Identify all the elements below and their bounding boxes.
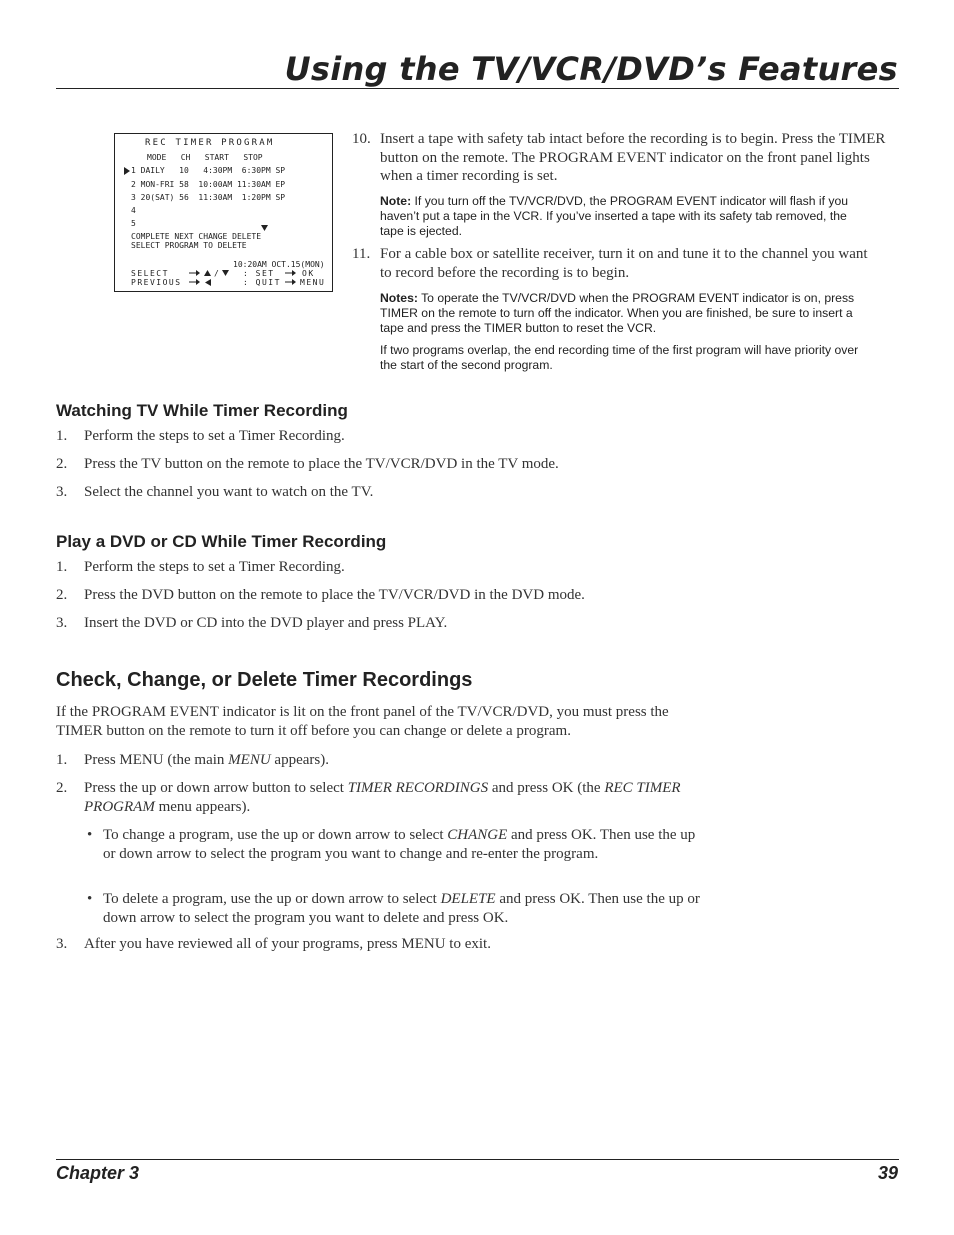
step-number: 11.	[352, 246, 371, 262]
section-heading-playdvd: Play a DVD or CD While Timer Recording	[56, 532, 387, 551]
rec-timer-screen	[114, 133, 333, 292]
bullet-item	[56, 890, 704, 927]
up-arrow-icon	[204, 270, 211, 276]
step-text-part: Press MENU (the main	[84, 752, 229, 768]
header-rule	[56, 88, 899, 89]
check-intro: If the PROGRAM EVENT indicator is lit on the front panel of the TV/VCR/DVD, you must press the TIMER button on the remote to turn it off before you can change or delete a program.	[56, 704, 669, 739]
right-arrow-icon	[189, 269, 201, 277]
step-text: Insert a tape with safety tab intact before the recording is to begin. Press the TIMER button on the remote. The PROGRAM EVENT indicator on the front panel lights when a timer recording is set.	[380, 131, 886, 184]
note-label: Note:	[380, 194, 412, 208]
step-number: 10.	[352, 131, 371, 147]
step-number: 1.	[56, 559, 68, 575]
note-tape	[380, 194, 866, 239]
screen-title: REC TIMER PROGRAM	[145, 138, 275, 148]
step-number: 2.	[56, 587, 68, 603]
step-number: 3.	[56, 615, 68, 631]
bullet-text-part: To change a program, use the up or down arrow to select	[103, 827, 448, 843]
screen-row: 1 DAILY 10 4:30PM 6:30PM SP	[131, 166, 286, 175]
bullet-text-part: and press OK. Then use the up or down arrow to select the program you want to change and re-enter the program.	[103, 827, 696, 862]
step-number: 3.	[56, 484, 68, 500]
screen-menu-line: SELECT PROGRAM TO DELETE	[131, 241, 247, 250]
step-number: 2.	[56, 780, 68, 796]
list-item	[56, 751, 704, 769]
step-text-italic: REC TIMER PROGRAM	[84, 780, 681, 815]
step-text	[84, 779, 694, 816]
step-number: 2.	[56, 456, 68, 472]
list-item	[56, 455, 756, 473]
list-item	[56, 586, 756, 604]
bullet-icon: •	[87, 891, 93, 907]
bullet-text-italic: DELETE	[440, 891, 496, 907]
note-text: If you turn off the TV/VCR/DVD, the PROGRAM EVENT indicator will flash if you haven’t put a tape in the VCR. If you’ve inserted a tape with its safety tab removed, the tape is ejected.	[380, 194, 849, 238]
step-text: Perform the steps to set a Timer Recording.	[84, 428, 345, 444]
screen-nav-select: SELECT	[131, 269, 169, 278]
bullet-text	[103, 826, 705, 863]
step-text-part: and press OK (the	[488, 780, 605, 796]
left-arrow-icon	[205, 279, 211, 286]
step-text: For a cable box or satellite receiver, turn it on and tune it to the channel you want to record before the recording is to begin.	[380, 246, 868, 281]
right-arrow-icon	[285, 269, 297, 277]
bullet-item	[56, 826, 704, 882]
step-text: Insert the DVD or CD into the DVD player and press PLAY.	[84, 615, 448, 631]
screen-columns: MODE CH START STOP	[147, 153, 263, 162]
list-item	[56, 427, 756, 445]
screen-nav-set: : SET	[243, 269, 275, 278]
down-arrow-icon	[261, 225, 268, 231]
step-text: Press the TV button on the remote to place the TV/VCR/DVD in the TV mode.	[84, 456, 559, 472]
note-timer	[380, 291, 872, 336]
step-10	[352, 130, 898, 186]
step-text: Press the DVD button on the remote to place the TV/VCR/DVD in the DVD mode.	[84, 587, 585, 603]
list-item	[56, 779, 704, 816]
page-number: 39	[877, 1163, 898, 1183]
bullet-text-italic: CHANGE	[447, 827, 508, 843]
section-heading-check: Check, Change, or Delete Timer Recordings	[56, 669, 473, 691]
list-item	[56, 558, 756, 576]
cursor-arrow-icon	[124, 167, 130, 175]
step-11	[352, 245, 898, 283]
step-number: 3.	[56, 936, 68, 952]
step-text-part: Press the up or down arrow button to select	[84, 780, 348, 796]
list-item	[56, 935, 704, 953]
bullet-text	[103, 890, 703, 927]
screen-menu-line: COMPLETE NEXT CHANGE DELETE	[131, 232, 262, 241]
step-text-italic: TIMER RECORDINGS	[347, 780, 489, 796]
step-text-part: menu appears).	[154, 798, 251, 815]
note-label: Notes:	[380, 291, 418, 305]
footer-rule	[56, 1159, 899, 1160]
step-text	[84, 751, 329, 770]
step-text-part: appears).	[270, 752, 329, 768]
note-overlap: If two programs overlap, the end recording time of the first program will have priority over the start of the second program.	[380, 343, 859, 372]
list-item	[56, 483, 756, 501]
right-arrow-icon	[189, 278, 201, 286]
down-arrow-icon	[222, 270, 229, 276]
footer-chapter: Chapter 3	[56, 1163, 140, 1183]
screen-row: 3 20(SAT) 56 11:30AM 1:20PM SP	[131, 193, 286, 202]
step-number: 1.	[56, 428, 68, 444]
bullet-text-part: and press OK. Then use the up or down arrow to select the program you want to delete and press OK.	[103, 891, 700, 926]
note-text: To operate the TV/VCR/DVD when the PROGRAM EVENT indicator is on, press TIMER on the remote to turn off the indicator. When you are finished, be sure to insert a tape and press the TIMER button to reset the VCR.	[380, 291, 855, 335]
screen-row: 2 MON-FRI 58 10:00AM 11:30AM EP	[131, 180, 286, 189]
list-item	[56, 614, 756, 632]
step-text: After you have reviewed all of your programs, press MENU to exit.	[84, 936, 491, 952]
section-heading-watching: Watching TV While Timer Recording	[56, 401, 348, 420]
screen-nav-previous: PREVIOUS	[131, 278, 182, 287]
screen-nav-slash: /	[214, 269, 219, 278]
screen-nav-ok: OK	[302, 269, 315, 278]
step-text: Select the channel you want to watch on the TV.	[84, 484, 374, 500]
step-number: 1.	[56, 752, 68, 768]
screen-nav-quit: : QUIT	[243, 278, 281, 287]
right-arrow-icon	[285, 278, 297, 286]
step-text: Perform the steps to set a Timer Recording.	[84, 559, 345, 575]
bullet-icon: •	[87, 827, 93, 843]
screen-row: 5	[131, 219, 136, 228]
screen-clock: 10:20AM OCT.15(MON)	[233, 260, 325, 269]
step-text-italic: MENU	[228, 752, 271, 768]
screen-nav-menu: MENU	[300, 278, 326, 287]
bullet-text-part: To delete a program, use the up or down arrow to select	[103, 891, 441, 907]
page-title: Using the TV/VCR/DVD’s Features	[284, 50, 898, 88]
screen-row: 4	[131, 206, 136, 215]
